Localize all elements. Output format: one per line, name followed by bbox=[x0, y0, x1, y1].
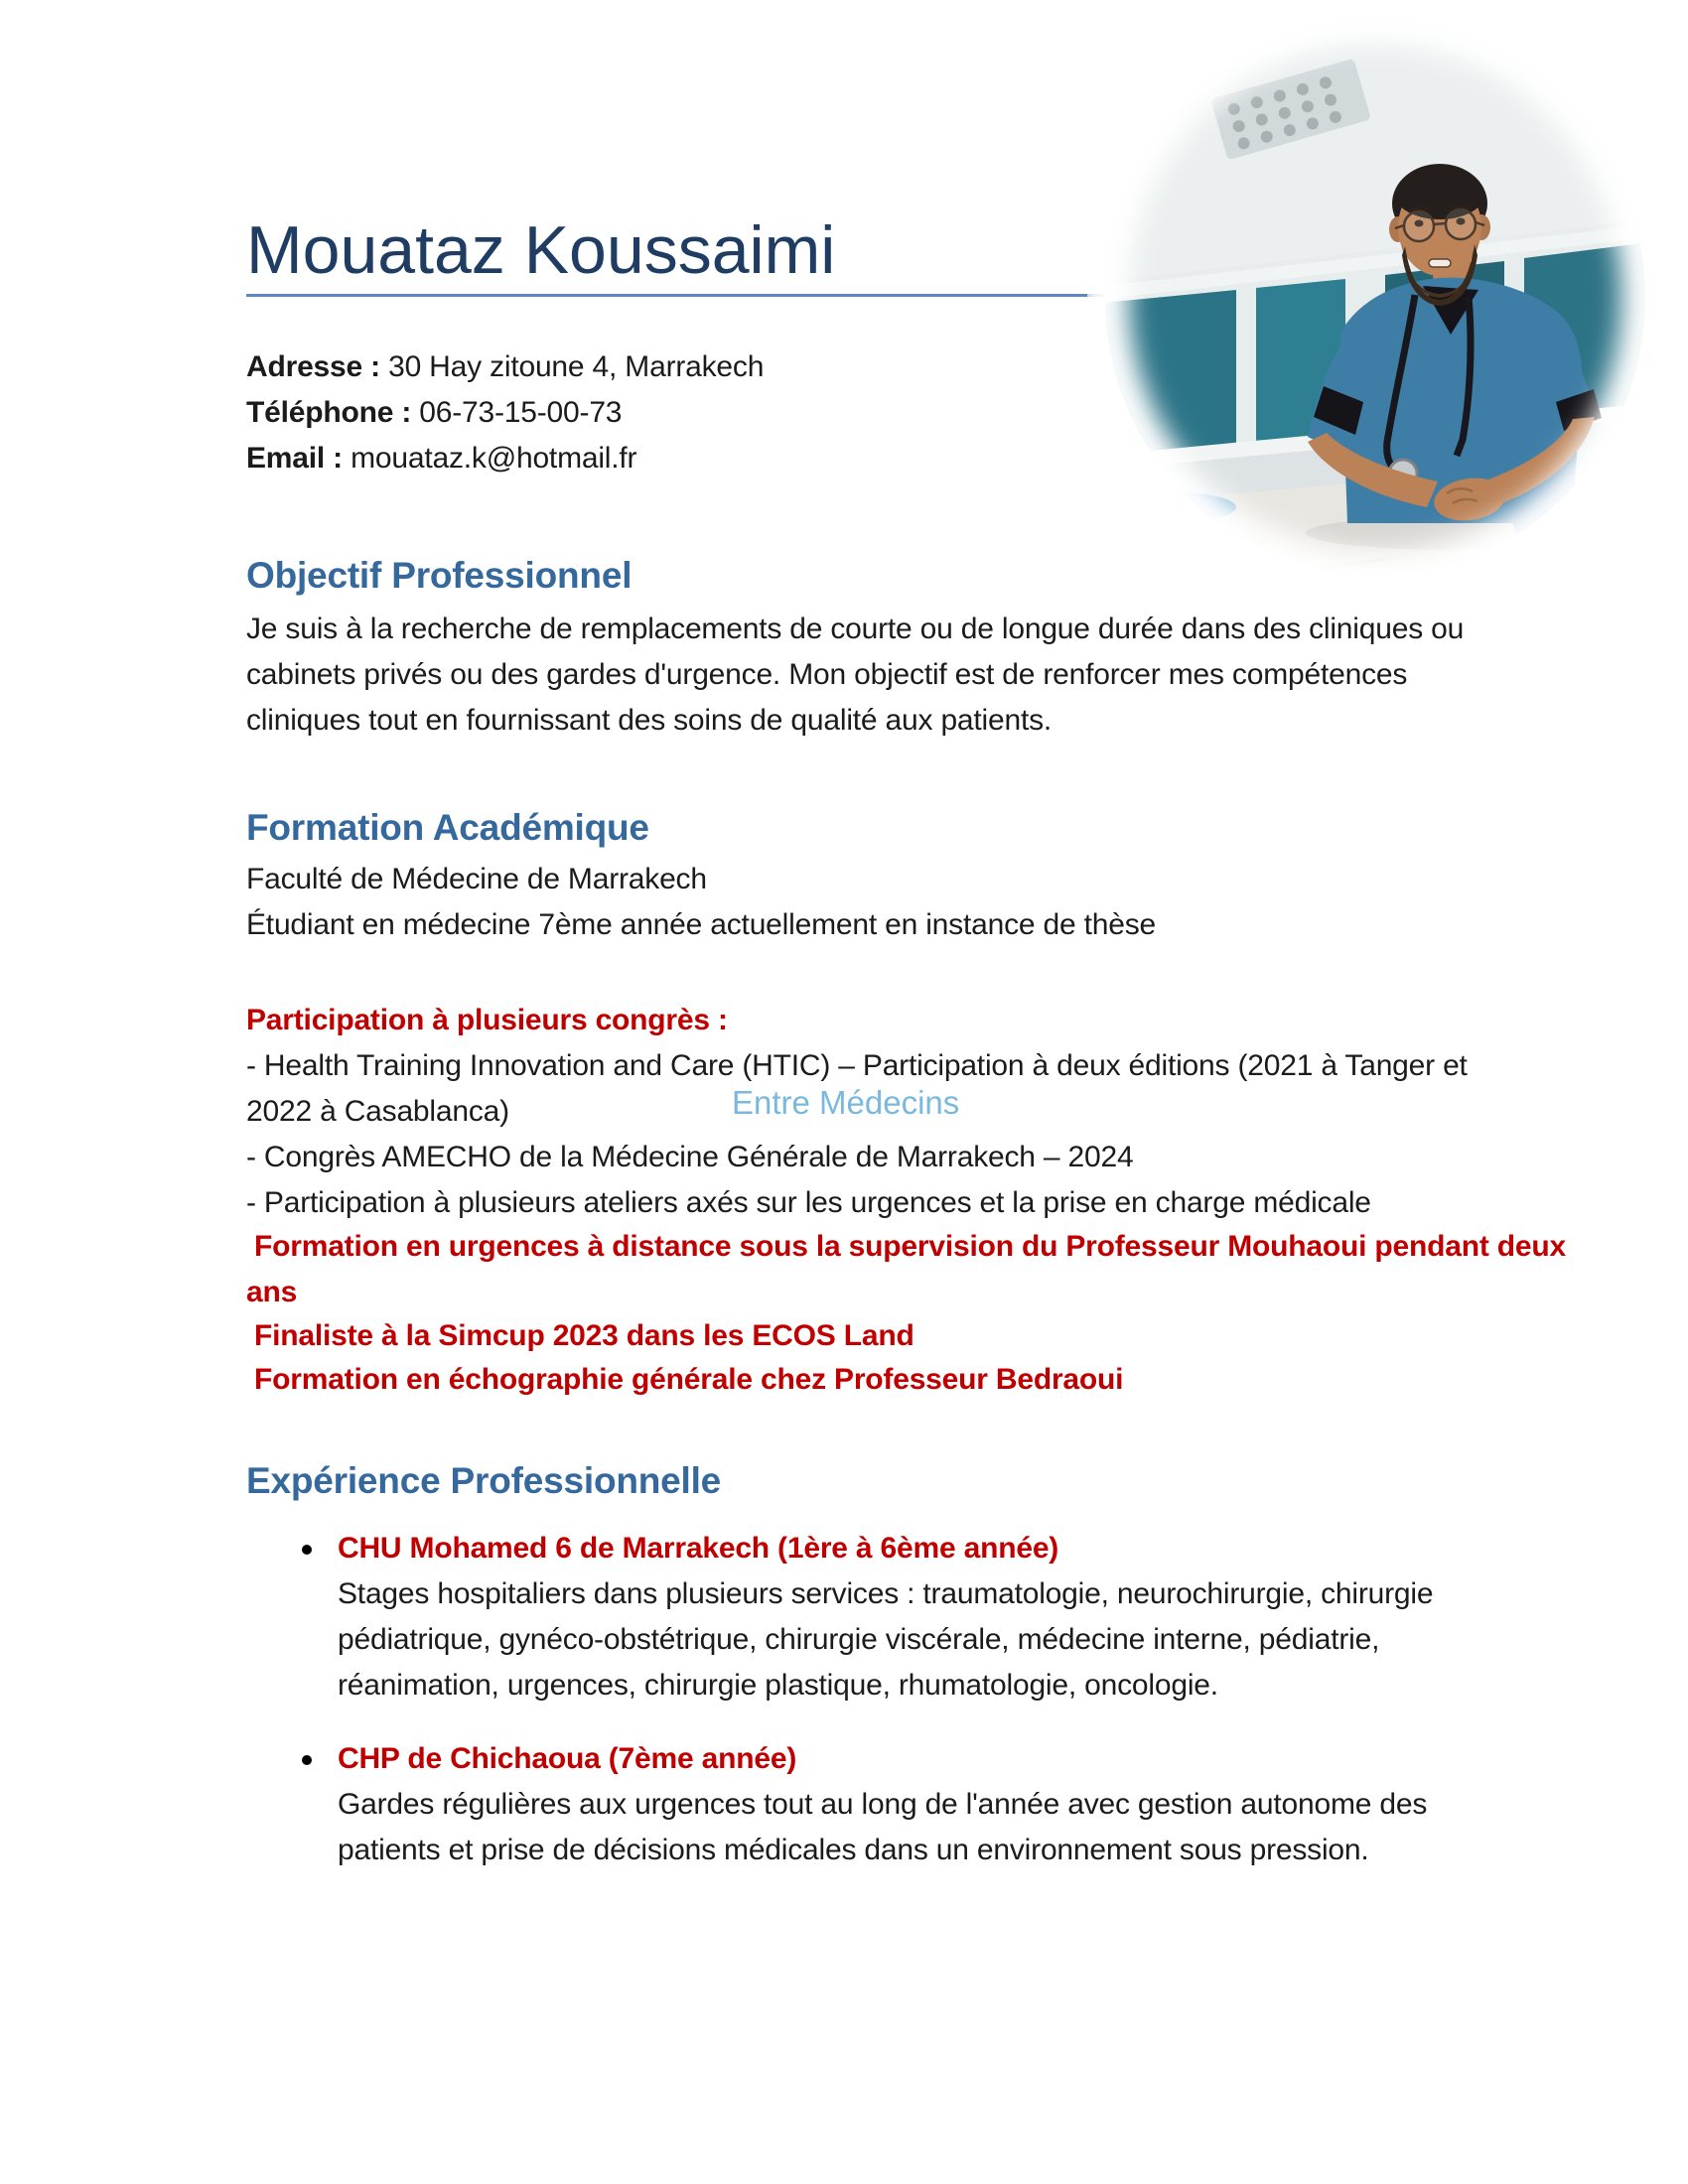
congres-title: Participation à plusieurs congrès : bbox=[246, 1004, 728, 1036]
objectif-line: Je suis à la recherche de remplacements de courte ou de longue durée dans des cliniques ou bbox=[246, 613, 1465, 645]
formation-line: Étudiant en médecine 7ème année actuellement en instance de thèse bbox=[246, 908, 1156, 941]
contact-address-label: Adresse : bbox=[246, 350, 389, 383]
contact-address-value: 30 Hay zitoune 4, Marrakech bbox=[388, 350, 765, 383]
objectif-line: cabinets privés ou des gardes d'urgence. Mon objectif est de renforcer mes compétences bbox=[246, 658, 1408, 691]
contact-email bbox=[246, 439, 636, 478]
contact-phone-value: 06-73-15-00-73 bbox=[419, 396, 623, 429]
congres-red-urgences-line2: ans bbox=[246, 1276, 298, 1308]
objectif-line: cliniques tout en fournissant des soins de qualité aux patients. bbox=[246, 704, 1053, 737]
section-title-experience: Expérience Professionnelle bbox=[246, 1460, 722, 1501]
experience-job-line: réanimation, urgences, chirurgie plastique, rhumatologie, oncologie. bbox=[338, 1669, 1218, 1702]
experience-job-line: pédiatrique, gynéco-obstétrique, chirurgie viscérale, médecine interne, pédiatrie, bbox=[338, 1623, 1380, 1656]
experience-job-line: Gardes régulières aux urgences tout au long de l'année avec gestion autonome des bbox=[338, 1788, 1428, 1821]
portrait-photo bbox=[1087, 5, 1663, 591]
congres-amecho-line: - Congrès AMECHO de la Médecine Générale de Marrakech – 2024 bbox=[246, 1141, 1134, 1173]
section-title-objectif: Objectif Professionnel bbox=[246, 555, 633, 596]
page-title: Mouataz Koussaimi bbox=[246, 212, 836, 288]
watermark-text: Entre Médecins bbox=[732, 1084, 960, 1121]
experience-job-title: CHU Mohamed 6 de Marrakech (1ère à 6ème année) bbox=[338, 1532, 1059, 1565]
congres-ateliers-line: - Participation à plusieurs ateliers axés sur les urgences et la prise en charge médicale bbox=[246, 1186, 1371, 1219]
congres-red-echographie-line: Formation en échographie générale chez Professeur Bedraoui bbox=[254, 1363, 1124, 1396]
experience-job-line: Stages hospitaliers dans plusieurs services : traumatologie, neurochirurgie, chirurgie bbox=[338, 1577, 1434, 1610]
title-underline bbox=[246, 294, 1140, 297]
contact-address bbox=[246, 347, 764, 387]
congres-htic-line1: - Health Training Innovation and Care (HTIC) – Participation à deux éditions (2021 à Tanger et bbox=[246, 1049, 1468, 1082]
congres-htic-line2: 2022 à Casablanca) bbox=[246, 1095, 509, 1128]
congres-red-urgences-line1: Formation en urgences à distance sous la supervision du Professeur Mouhaoui pendant deux bbox=[254, 1230, 1567, 1263]
contact-phone bbox=[246, 393, 622, 433]
formation-line: Faculté de Médecine de Marrakech bbox=[246, 863, 707, 895]
experience-job-line: patients et prise de décisions médicales dans un environnement sous pression. bbox=[338, 1834, 1369, 1866]
contact-email-value: mouataz.k@hotmail.fr bbox=[351, 442, 637, 475]
bullet-icon bbox=[302, 1755, 312, 1765]
contact-phone-label: Téléphone : bbox=[246, 396, 420, 429]
contact-email-label: Email : bbox=[246, 442, 352, 475]
bullet-icon bbox=[302, 1545, 312, 1555]
congres-red-simcup-line: Finaliste à la Simcup 2023 dans les ECOS Land bbox=[254, 1319, 914, 1352]
section-title-formation: Formation Académique bbox=[246, 807, 649, 848]
experience-job-title: CHP de Chichaoua (7ème année) bbox=[338, 1742, 797, 1775]
